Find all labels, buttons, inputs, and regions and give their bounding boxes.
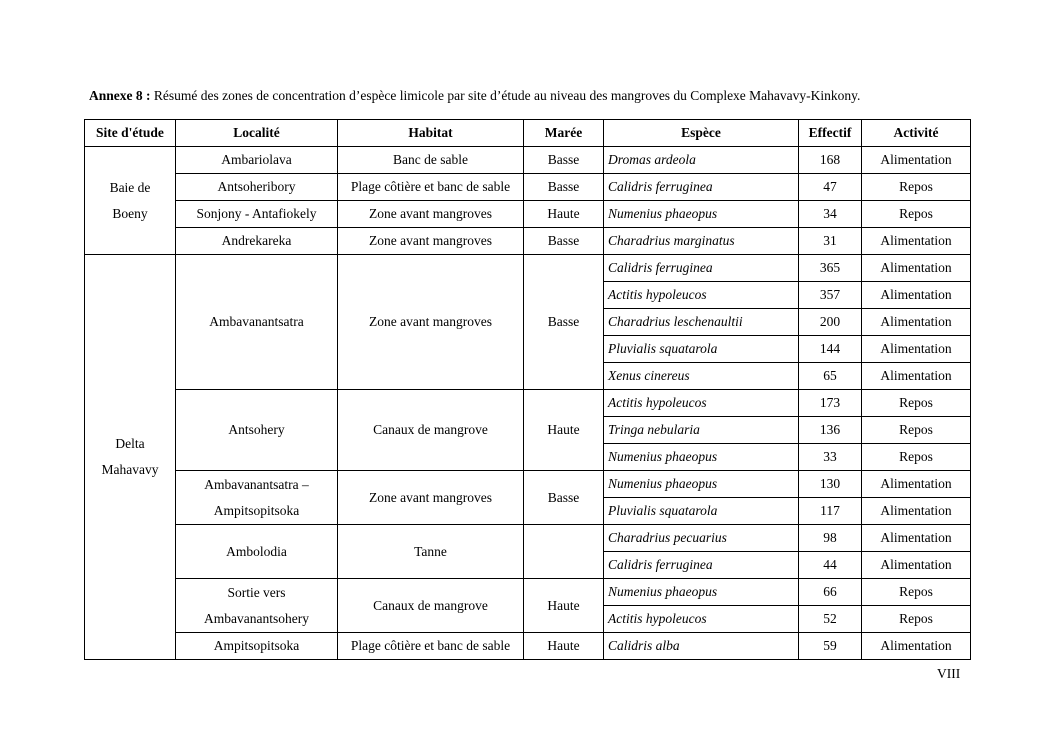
table-row xyxy=(85,255,971,282)
header-row xyxy=(85,120,971,147)
table-row xyxy=(85,147,971,174)
localite-cell: Ambariolava xyxy=(176,147,338,174)
effectif-cell: 136 xyxy=(799,417,862,444)
effectif-cell: 144 xyxy=(799,336,862,363)
header-maree: Marée xyxy=(524,120,604,147)
habitat-cell: Plage côtière et banc de sable xyxy=(338,174,524,201)
localite-cell: Ambolodia xyxy=(176,525,338,579)
activite-cell: Repos xyxy=(862,606,971,633)
localite-cell xyxy=(176,471,338,525)
maree-cell: Basse xyxy=(524,147,604,174)
habitat-cell: Zone avant mangroves xyxy=(338,201,524,228)
effectif-cell: 52 xyxy=(799,606,862,633)
activite-cell: Alimentation xyxy=(862,309,971,336)
espece-cell: Calidris alba xyxy=(604,633,799,660)
habitat-cell: Banc de sable xyxy=(338,147,524,174)
activite-cell: Alimentation xyxy=(862,363,971,390)
site-line: Delta xyxy=(115,436,145,451)
effectif-cell: 66 xyxy=(799,579,862,606)
header-activite: Activité xyxy=(862,120,971,147)
effectif-cell: 168 xyxy=(799,147,862,174)
header-espece: Espèce xyxy=(604,120,799,147)
espece-cell: Calidris ferruginea xyxy=(604,174,799,201)
maree-cell: Basse xyxy=(524,471,604,525)
localite-line: Ambavanantsatra – xyxy=(204,476,309,492)
header-effectif: Effectif xyxy=(799,120,862,147)
caption-text: Résumé des zones de concentration d’espèce limicole par site d’étude au niveau des mangroves du Complexe Mahavavy-Kinkony. xyxy=(150,88,861,103)
localite-line: Sortie vers xyxy=(227,584,286,600)
table-row xyxy=(85,174,971,201)
localite-cell: Antsoheribory xyxy=(176,174,338,201)
espece-cell: Numenius phaeopus xyxy=(604,579,799,606)
effectif-cell: 117 xyxy=(799,498,862,525)
activite-cell: Alimentation xyxy=(862,147,971,174)
site-cell xyxy=(85,255,176,660)
habitat-cell: Plage côtière et banc de sable xyxy=(338,633,524,660)
table-row xyxy=(85,228,971,255)
espece-cell: Actitis hypoleucos xyxy=(604,390,799,417)
maree-cell: Haute xyxy=(524,390,604,471)
maree-cell: Haute xyxy=(524,201,604,228)
species-table xyxy=(84,119,971,660)
effectif-cell: 47 xyxy=(799,174,862,201)
effectif-cell: 357 xyxy=(799,282,862,309)
localite-cell: Andrekareka xyxy=(176,228,338,255)
habitat-cell: Zone avant mangroves xyxy=(338,471,524,525)
activite-cell: Alimentation xyxy=(862,471,971,498)
effectif-cell: 33 xyxy=(799,444,862,471)
effectif-cell: 200 xyxy=(799,309,862,336)
espece-cell: Pluvialis squatarola xyxy=(604,498,799,525)
espece-cell: Calidris ferruginea xyxy=(604,552,799,579)
effectif-cell: 98 xyxy=(799,525,862,552)
activite-cell: Repos xyxy=(862,579,971,606)
effectif-cell: 59 xyxy=(799,633,862,660)
table-row xyxy=(85,390,971,417)
espece-cell: Numenius phaeopus xyxy=(604,471,799,498)
espece-cell: Dromas ardeola xyxy=(604,147,799,174)
table-row xyxy=(85,201,971,228)
header-site: Site d'étude xyxy=(85,120,176,147)
activite-cell: Repos xyxy=(862,390,971,417)
localite-cell: Antsohery xyxy=(176,390,338,471)
activite-cell: Alimentation xyxy=(862,552,971,579)
espece-cell: Actitis hypoleucos xyxy=(604,282,799,309)
localite-line: Ambavanantsohery xyxy=(204,610,309,626)
activite-cell: Alimentation xyxy=(862,255,971,282)
espece-cell: Charadrius marginatus xyxy=(604,228,799,255)
maree-cell: Basse xyxy=(524,255,604,390)
espece-cell: Numenius phaeopus xyxy=(604,201,799,228)
espece-cell: Tringa nebularia xyxy=(604,417,799,444)
localite-line: Ampitsopitsoka xyxy=(213,502,300,518)
maree-cell: Basse xyxy=(524,228,604,255)
table-row xyxy=(85,525,971,552)
habitat-cell: Canaux de mangrove xyxy=(338,390,524,471)
effectif-cell: 34 xyxy=(799,201,862,228)
effectif-cell: 65 xyxy=(799,363,862,390)
habitat-cell: Canaux de mangrove xyxy=(338,579,524,633)
table-caption xyxy=(89,88,860,104)
site-line: Boeny xyxy=(112,205,148,221)
activite-cell: Repos xyxy=(862,201,971,228)
localite-cell: Ampitsopitsoka xyxy=(176,633,338,660)
header-habitat: Habitat xyxy=(338,120,524,147)
site-cell xyxy=(85,147,176,255)
site-line: Baie de xyxy=(109,179,151,195)
effectif-cell: 44 xyxy=(799,552,862,579)
activite-cell: Alimentation xyxy=(862,525,971,552)
espece-cell: Charadrius leschenaultii xyxy=(604,309,799,336)
activite-cell: Alimentation xyxy=(862,633,971,660)
espece-cell: Charadrius pecuarius xyxy=(604,525,799,552)
maree-cell xyxy=(524,525,604,579)
espece-cell: Calidris ferruginea xyxy=(604,255,799,282)
maree-cell: Basse xyxy=(524,174,604,201)
table-row xyxy=(85,579,971,606)
activite-cell: Repos xyxy=(862,444,971,471)
maree-cell: Haute xyxy=(524,579,604,633)
effectif-cell: 173 xyxy=(799,390,862,417)
espece-cell: Xenus cinereus xyxy=(604,363,799,390)
habitat-cell: Zone avant mangroves xyxy=(338,255,524,390)
espece-cell: Pluvialis squatarola xyxy=(604,336,799,363)
espece-cell: Actitis hypoleucos xyxy=(604,606,799,633)
localite-cell: Ambavanantsatra xyxy=(176,255,338,390)
activite-cell: Repos xyxy=(862,174,971,201)
habitat-cell: Tanne xyxy=(338,525,524,579)
maree-cell: Haute xyxy=(524,633,604,660)
activite-cell: Repos xyxy=(862,417,971,444)
site-line: Mahavavy xyxy=(101,462,159,477)
page-number: VIII xyxy=(937,666,961,681)
activite-cell: Alimentation xyxy=(862,498,971,525)
activite-cell: Alimentation xyxy=(862,228,971,255)
localite-cell: Sonjony - Antafiokely xyxy=(176,201,338,228)
header-localite: Localité xyxy=(176,120,338,147)
effectif-cell: 31 xyxy=(799,228,862,255)
effectif-cell: 130 xyxy=(799,471,862,498)
localite-cell xyxy=(176,579,338,633)
table-row xyxy=(85,633,971,660)
habitat-cell: Zone avant mangroves xyxy=(338,228,524,255)
caption-label: Annexe 8 : xyxy=(89,88,151,103)
table-row xyxy=(85,471,971,498)
espece-cell: Numenius phaeopus xyxy=(604,444,799,471)
activite-cell: Alimentation xyxy=(862,282,971,309)
effectif-cell: 365 xyxy=(799,255,862,282)
activite-cell: Alimentation xyxy=(862,336,971,363)
